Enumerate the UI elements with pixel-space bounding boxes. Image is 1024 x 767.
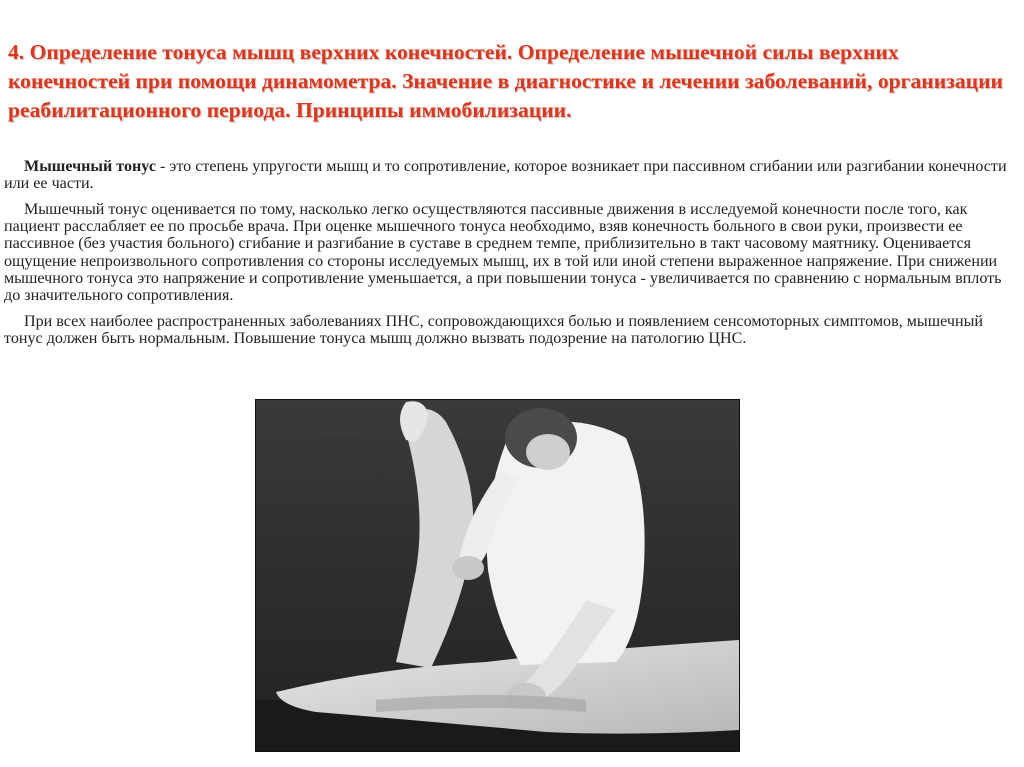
body-text: [4, 158, 1018, 356]
slide-title: 4. Определение тонуса мышц верхних конечностей. Определение мышечной силы верхних конечностей при помощи динамометра. Значение в диагностике и лечении заболеваний, организации реабилитационного периода. Принципы иммобилизации.: [8, 40, 1003, 122]
paragraph-assessment: Мышечный тонус оценивается по тому, насколько легко осуществляются пассивные движения в исследуемой конечности после того, как пациент расслабляет ее по просьбе врача. При оценке мышечного тонуса необходимо, взяв конечность больного в свои руки, произвести ее пассивное (без участия больного) сгибание и разгибание в суставе в среднем темпе, приблизительно в такт часовому маятнику. Оценивается ощущение непроизвольного сопротивления со стороны исследуемых мышц, их в той или иной степени выраженное напряжение. При снижении мышечного тонуса это напряжение и сопротивление уменьшается, а при повышении тонуса - увеличивается по сравнению с нормальным вплоть до значительного сопротивления.: [4, 200, 1002, 304]
examination-illustration: [256, 400, 739, 751]
paragraph-definition: [4, 158, 1018, 192]
definition-text: - это степень упругости мышц и то сопротивление, которое возникает при пассивном сгибании или разгибании конечности или ее части.: [4, 158, 1007, 193]
term-muscle-tone: Мышечный тонус: [24, 158, 157, 175]
examination-photo: [255, 399, 740, 752]
paragraph-pns: При всех наиболее распространенных заболеваниях ПНС, сопровождающихся болью и появлением сенсомоторных симптомов, мышечный тонус должен быть нормальным. Повышение тонуса мышц должно вызвать подозрение на патологию ЦНС.: [4, 312, 983, 347]
